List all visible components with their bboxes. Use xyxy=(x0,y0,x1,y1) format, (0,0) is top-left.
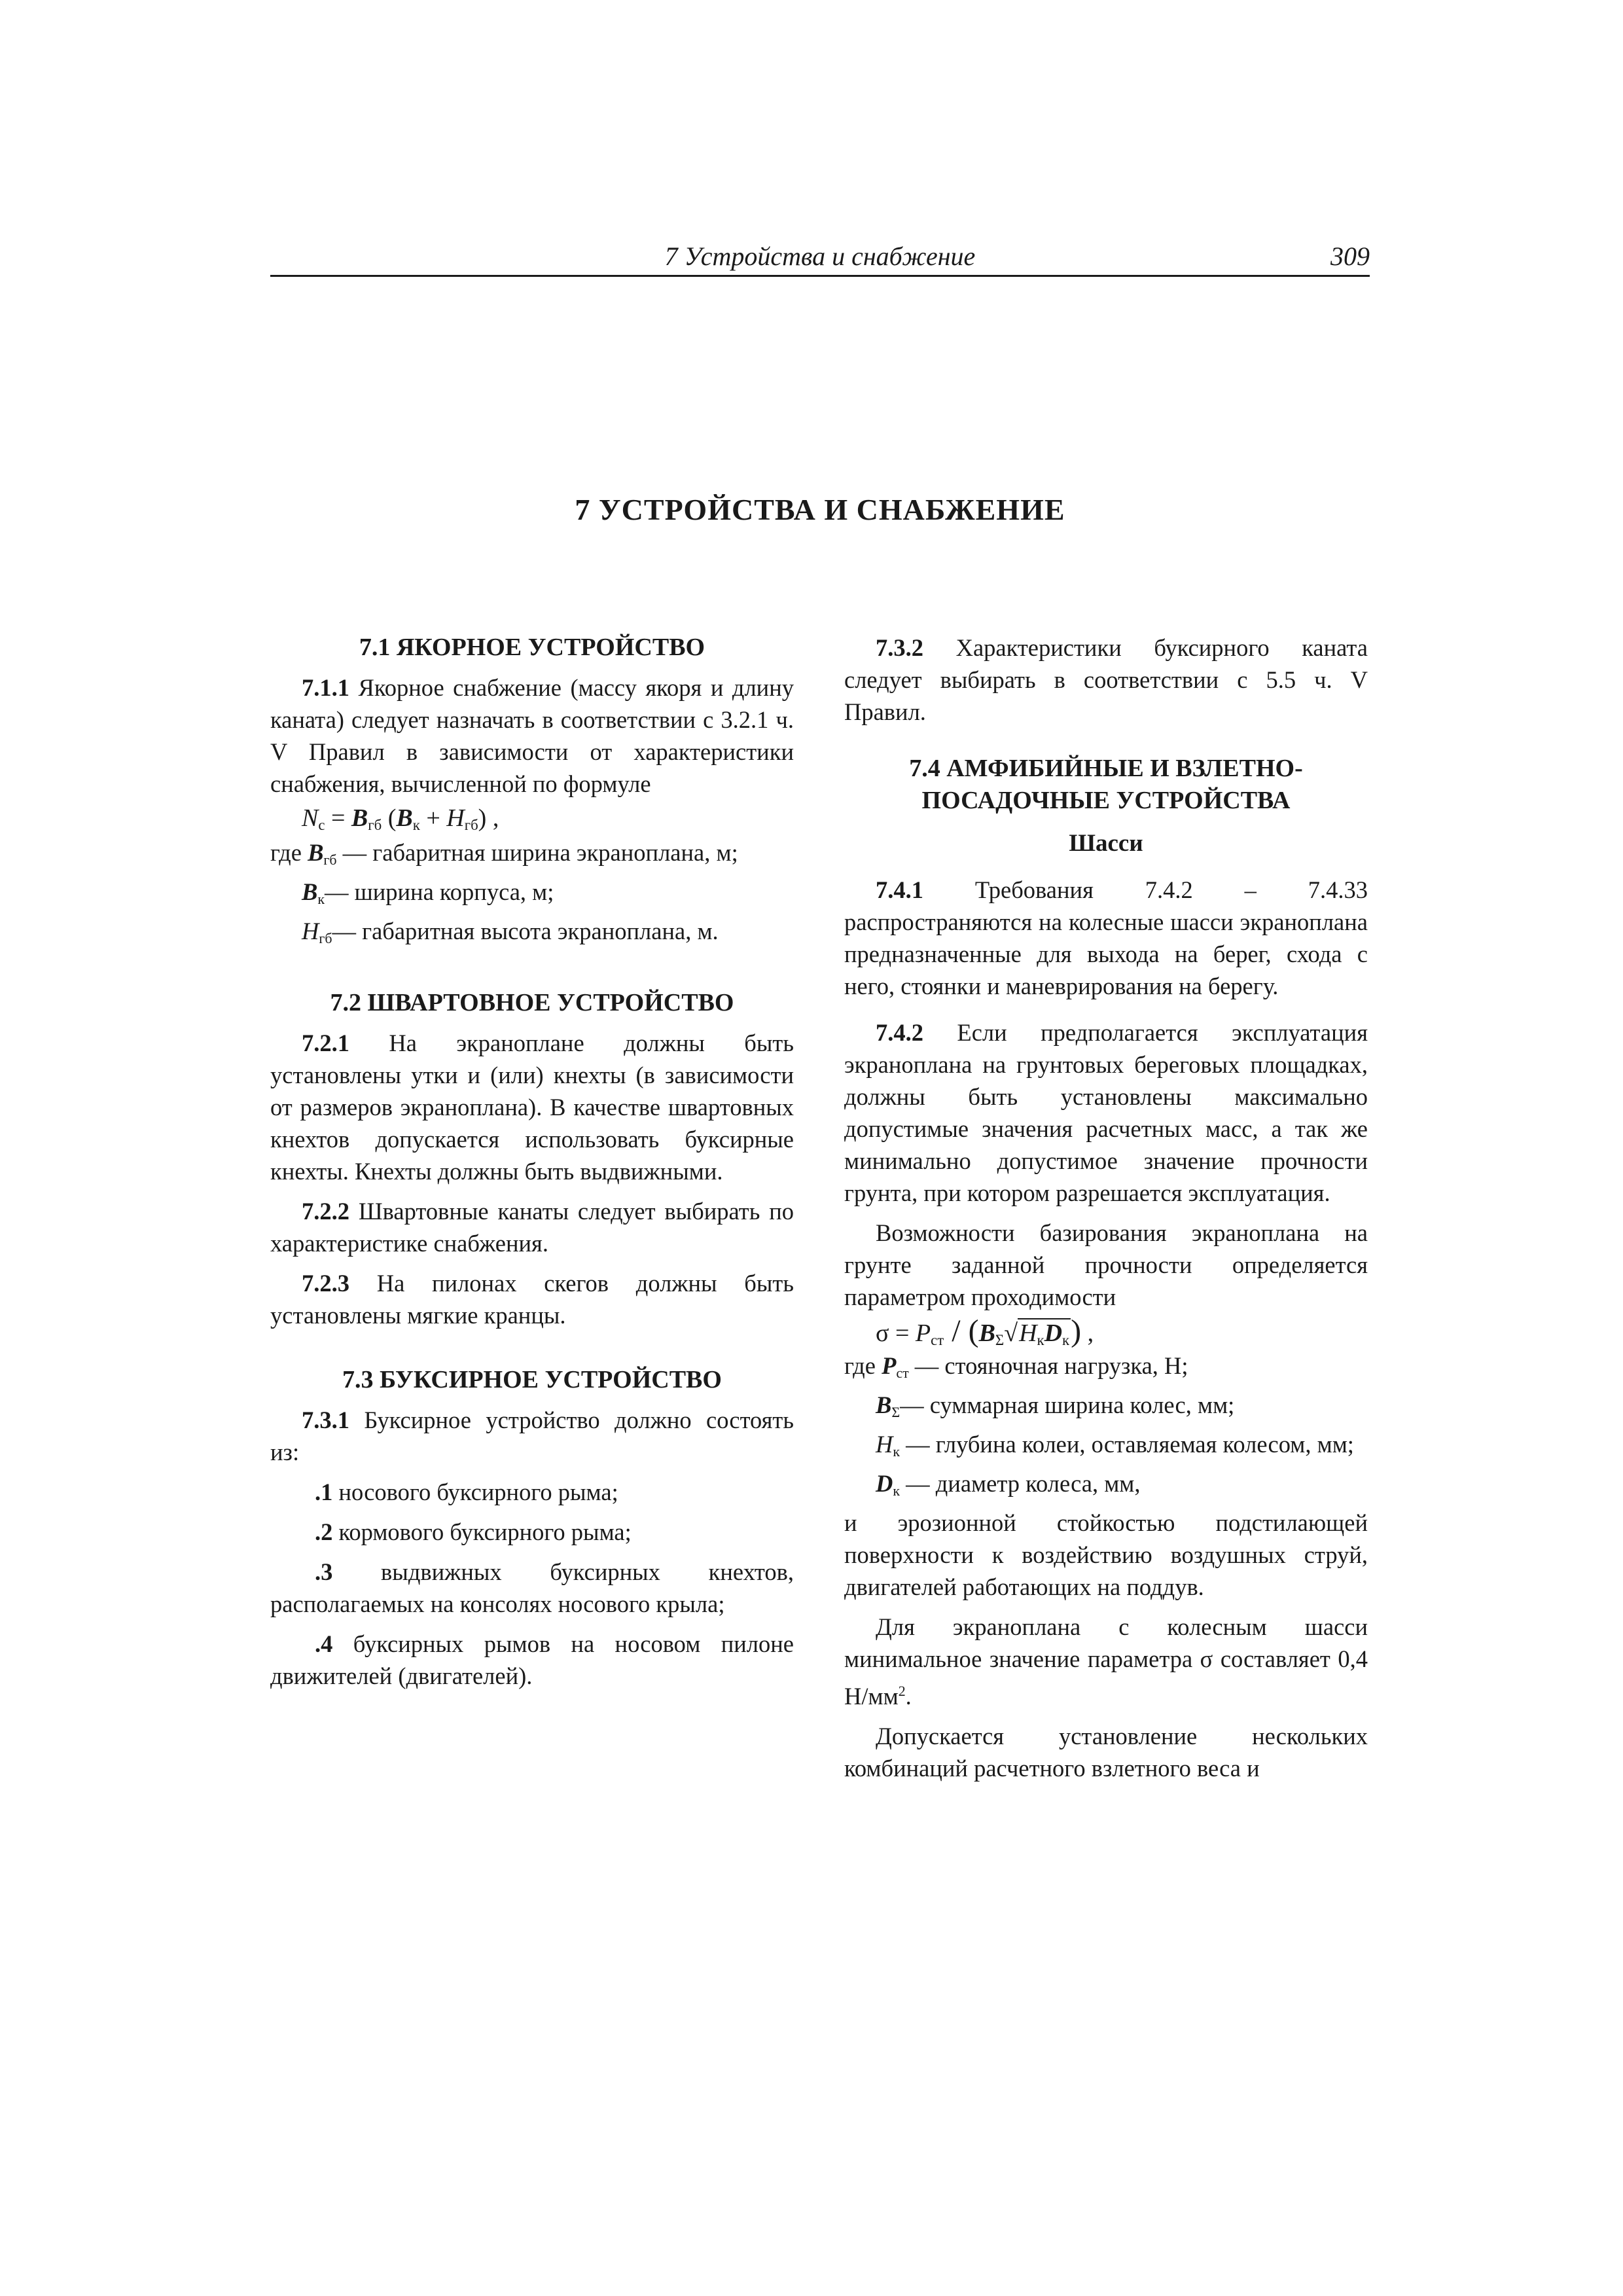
paragraph-7-3-2: 7.3.2 Характеристики буксирного каната следует выбирать в соответствии с 5.5 ч. V Правил. xyxy=(844,634,1368,725)
definition-item: $H_{гб}—$ габаритная высота экраноплана, м. xyxy=(302,918,719,946)
formula-trafficability: $\sigma = P_{ст} / (B_\Sigma√H_кD_к)$ , xyxy=(876,1314,1094,1348)
section-heading-7-4-line1: 7.4 АМФИБИЙНЫЕ И ВЗЛЕТНО- xyxy=(909,755,1303,782)
definition-item: $B_к—$ ширина корпуса, м; xyxy=(302,878,554,907)
list-item-text: кормового буксирного рыма; xyxy=(332,1518,632,1545)
section-heading-7-2: 7.2 ШВАРТОВНОЕ УСТРОЙСТВО xyxy=(330,989,734,1016)
definition-item: $B_\Sigma—$ суммарная ширина колес, мм; xyxy=(876,1391,1235,1420)
paragraph-7-2-3: 7.2.3 На пилонах скегов должны быть установлены мягкие кранцы. xyxy=(270,1270,794,1329)
list-item-text: выдвижных буксирных кнехтов, располагаемых на консолях носового крыла; xyxy=(270,1558,794,1617)
paragraph-7-4-2: 7.4.2 Если предполагается эксплуатация экраноплана на грунтовых береговых площадках, должны быть установлены максимально допустимые значения расчетных масс, а так же минимально допустимое значение прочности грунта, при котором разрешается эксплуатация. xyxy=(844,1019,1368,1206)
section-heading-7-4-line2: ПОСАДОЧНЫЕ УСТРОЙСТВА xyxy=(921,787,1291,814)
list-item xyxy=(270,1516,794,1548)
list-item xyxy=(270,1628,794,1692)
paragraph-erosion: и эрозионной стойкостью подстилающей поверхности к воздействию воздушных струй, двигателей работающих на поддув. xyxy=(844,1509,1368,1600)
paragraph-combinations: Допускается установление нескольких комбинаций расчетного взлетного веса и xyxy=(844,1723,1368,1782)
list-item-number: .3 xyxy=(315,1558,333,1585)
paragraph-7-4-1: 7.4.1 Требования 7.4.2 – 7.4.33 распространяются на колесные шасси экраноплана предназначенные для выхода на берег, схода с него, стоянки и маневрирования на берегу. xyxy=(844,876,1368,999)
list-item-number: .2 xyxy=(315,1518,333,1545)
list-item xyxy=(270,1556,794,1620)
paragraph-7-2-1: 7.2.1 На экраноплане должны быть установлены утки и (или) кнехты (в зависимости от размеров экраноплана). В качестве швартовных кнехтов допускается использовать буксирные кнехты. Кнехты должны быть выдвижными. xyxy=(270,1030,794,1185)
paragraph-7-3-1: 7.3.1 Буксирное устройство должно состоять из: xyxy=(270,1407,794,1465)
list-item-number: .1 xyxy=(315,1479,333,1505)
paragraph-trafficability: Возможности базирования экраноплана на грунте заданной прочности определяется параметром проходимости xyxy=(844,1219,1368,1310)
section-heading-7-3: 7.3 БУКСИРНОЕ УСТРОЙСТВО xyxy=(342,1366,722,1393)
towing-list xyxy=(270,1476,794,1692)
subsection-heading-chassis: Шасси xyxy=(1069,830,1143,857)
page-number: 309 xyxy=(1330,242,1370,271)
definition-item: $H_к$ — глубина колеи, оставляемая колесом, мм; xyxy=(876,1431,1354,1460)
chapter-title: 7 УСТРОЙСТВА И СНАБЖЕНИЕ xyxy=(575,493,1065,526)
left-column xyxy=(270,632,794,1692)
list-item-number: .4 xyxy=(315,1630,333,1657)
list-item-text: носового буксирного рыма; xyxy=(332,1479,618,1505)
paragraph-7-2-2: 7.2.2 Швартовные канаты следует выбирать по характеристике снабжения. xyxy=(270,1198,794,1257)
definition-item: где $P_{ст}$ — стояночная нагрузка, Н; xyxy=(844,1352,1188,1381)
running-header xyxy=(270,241,1370,277)
definition-item: где $B_{гб}$ — габаритная ширина экраноплана, м; xyxy=(270,839,738,868)
paragraph-min-parameter: Для экраноплана с колесным шасси минимальное значение параметра σ составляет 0,4 $Н/мм^2$. xyxy=(844,1613,1368,1710)
list-item xyxy=(270,1476,794,1508)
right-column xyxy=(844,632,1368,1784)
section-heading-7-1: 7.1 ЯКОРНОЕ УСТРОЙСТВО xyxy=(359,634,705,661)
running-title: 7 Устройства и снабжение xyxy=(664,242,976,271)
definition-item: $D_к$ — диаметр колеса, мм, xyxy=(876,1470,1141,1499)
formula-anchor-characteristic: $N_с = B_{гб}$ $(B_к + H_{гб})$ , xyxy=(302,804,499,833)
list-item-text: буксирных рымов на носовом пилоне движителей (двигателей). xyxy=(270,1630,794,1689)
clause-number: 7.1.1 xyxy=(302,674,349,701)
paragraph-text: Якорное снабжение (массу якоря и длину каната) следует назначать в соответствии с 3.2.1 ч. V Правил в зависимости от характеристики снабжения, вычисленной по формуле xyxy=(270,674,794,797)
paragraph-7-1-1 xyxy=(270,672,794,800)
